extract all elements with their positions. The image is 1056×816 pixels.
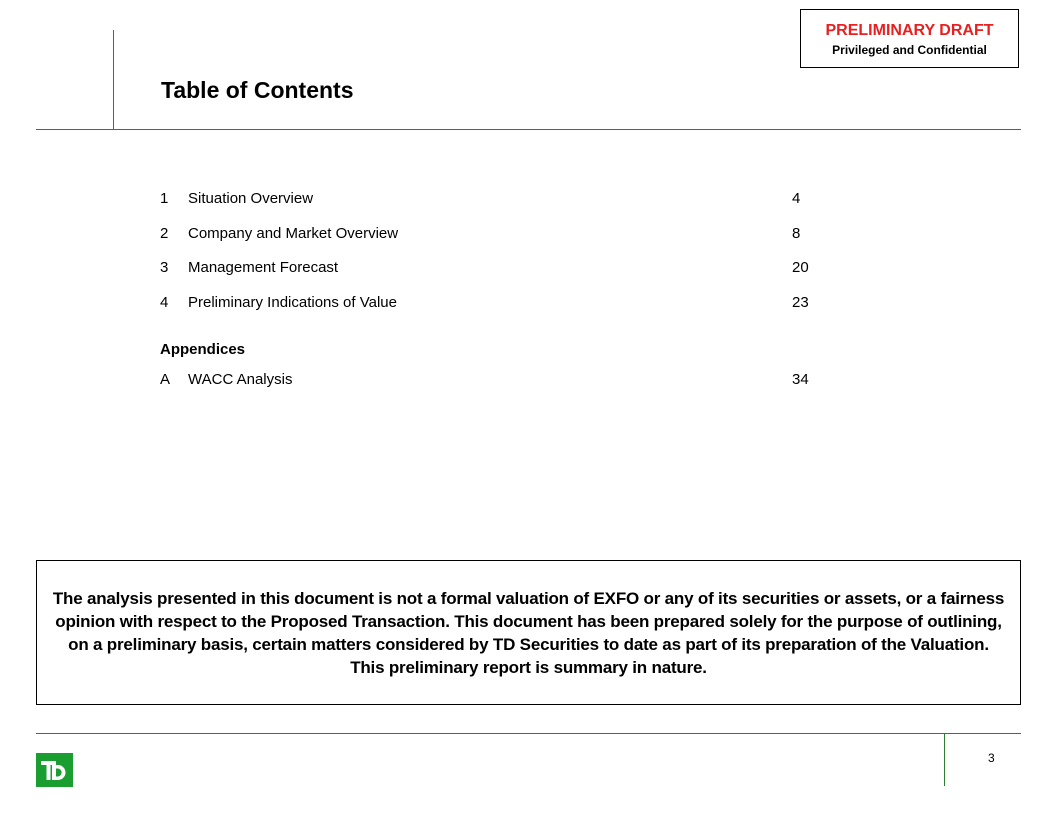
draft-notice-box [800, 9, 1019, 68]
toc-item-preliminary-indications-of-value[interactable] [160, 293, 820, 313]
toc-item-situation-overview[interactable] [160, 189, 820, 209]
header-vertical-rule [113, 30, 114, 129]
footer-horizontal-rule [36, 733, 1021, 734]
td-logo-mark [36, 753, 73, 787]
toc-item-number: A [160, 371, 171, 388]
toc-item-label: WACC Analysis [188, 371, 293, 388]
page-title: Table of Contents [161, 77, 354, 103]
toc-item-wacc-analysis[interactable] [160, 370, 820, 390]
toc-item-company-and-market-overview[interactable] [160, 224, 820, 244]
toc-item-page: 20 [792, 259, 809, 276]
toc-item-page: 8 [792, 225, 801, 242]
disclaimer-text: The analysis presented in this document is not a formal valuation of EXFO or any of its securities or assets, or a fairness opinion with respect to the Proposed Transaction. This document has been prepared solely for the purpose of outlining, on a preliminary basis, certain matters considered by TD Securities to date as part of its preparation of the Valuation. This preliminary report is summary in nature. [52, 588, 1005, 677]
footer-vertical-rule [944, 733, 945, 786]
toc-item-number: 4 [160, 294, 169, 311]
toc-item-number: 2 [160, 225, 169, 242]
toc-item-label: Company and Market Overview [188, 225, 399, 242]
draft-subtitle: Privileged and Confidential [832, 43, 987, 57]
toc-item-number: 3 [160, 259, 169, 276]
appendices-heading: Appendices [160, 341, 246, 358]
header-horizontal-rule [36, 129, 1021, 130]
td-logo-icon [36, 753, 73, 787]
page-number: 3 [988, 751, 995, 765]
toc-item-management-forecast[interactable] [160, 258, 820, 278]
toc-item-page: 4 [792, 190, 801, 207]
toc-item-page: 34 [792, 371, 809, 388]
draft-title: PRELIMINARY DRAFT [825, 22, 994, 39]
toc-item-number: 1 [160, 190, 169, 207]
toc-item-label: Situation Overview [188, 190, 314, 207]
disclaimer-box [36, 560, 1021, 705]
toc-item-label: Management Forecast [188, 259, 339, 276]
toc-item-label: Preliminary Indications of Value [188, 294, 397, 311]
toc-item-page: 23 [792, 294, 809, 311]
